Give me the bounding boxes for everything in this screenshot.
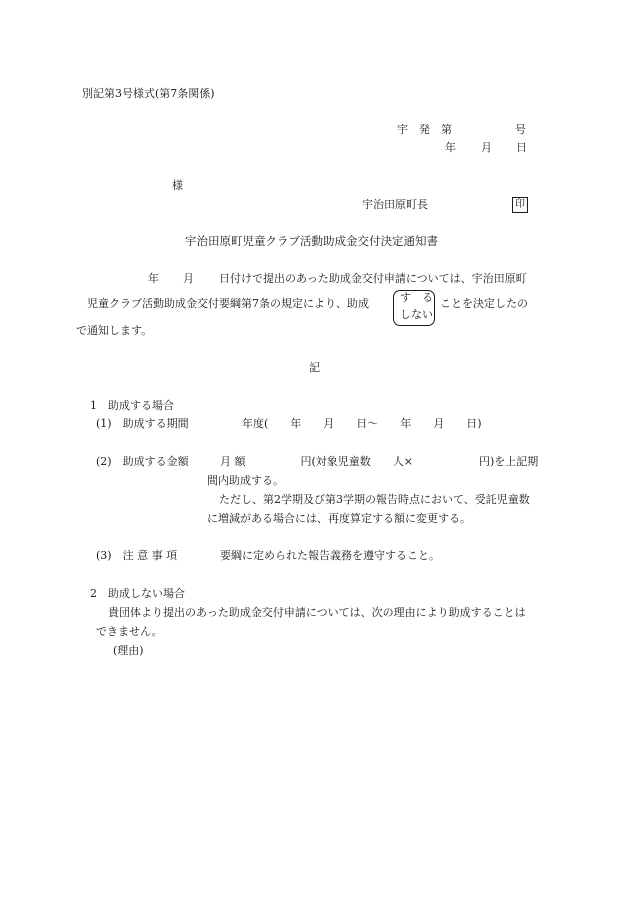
choice-bottom: しない — [400, 308, 433, 321]
choice-top: す る — [400, 291, 433, 304]
item3-label: (3) 注 意 事 項 — [96, 549, 178, 562]
issue-number-prefix: 宇 発 第 — [397, 123, 452, 136]
section1-heading: 1 助成する場合 — [90, 399, 174, 412]
item2-label: (2) 助成する金額 — [96, 455, 189, 468]
issue-month: 月 — [481, 141, 492, 154]
seal-mark: 印 — [512, 197, 528, 213]
section2-reason: (理由) — [113, 644, 144, 657]
item1-label: (1) 助成する期間 — [96, 417, 189, 430]
item2-line1: 月 額 円(対象児童数 人× 円)を上記期 — [220, 455, 539, 468]
body-line3: で通知します。 — [76, 324, 153, 337]
section2-line1: 貴団体より提出のあった助成金交付申請については、次の理由により助成することは — [108, 606, 526, 619]
body-year: 年 — [148, 272, 159, 285]
issue-number-suffix: 号 — [515, 123, 526, 136]
item2-line3: ただし、第2学期及び第3学期の報告時点において、受託児童数 — [219, 493, 530, 506]
item2-line4: に増減がある場合には、再度算定する額に変更する。 — [207, 512, 471, 525]
form-label: 別記第3号様式(第7条関係) — [82, 87, 215, 100]
section2-heading: 2 助成しない場合 — [90, 587, 185, 600]
item1-period: 年度( 年 月 日〜 年 月 日) — [242, 417, 482, 430]
document-title: 宇治田原町児童クラブ活動助成金交付決定通知書 — [185, 234, 438, 248]
item3-text: 要綱に定められた報告義務を遵守すること。 — [220, 549, 440, 562]
section2-line2: できません。 — [96, 625, 163, 638]
item2-line2: 間内助成する。 — [207, 474, 284, 487]
issue-year: 年 — [445, 141, 456, 154]
issuer-name: 宇治田原町長 — [362, 198, 428, 211]
body-month: 月 — [183, 272, 194, 285]
body-line1: 日付けで提出のあった助成金交付申請については、宇治田原町 — [219, 272, 527, 285]
addressee-suffix: 様 — [172, 179, 183, 192]
ki-heading: 記 — [309, 361, 320, 374]
issue-day: 日 — [516, 141, 527, 154]
body-line2-before: 児童クラブ活動助成金交付要綱第7条の規定により、助成 — [87, 297, 369, 310]
body-line2-after: ことを決定したの — [440, 297, 528, 310]
